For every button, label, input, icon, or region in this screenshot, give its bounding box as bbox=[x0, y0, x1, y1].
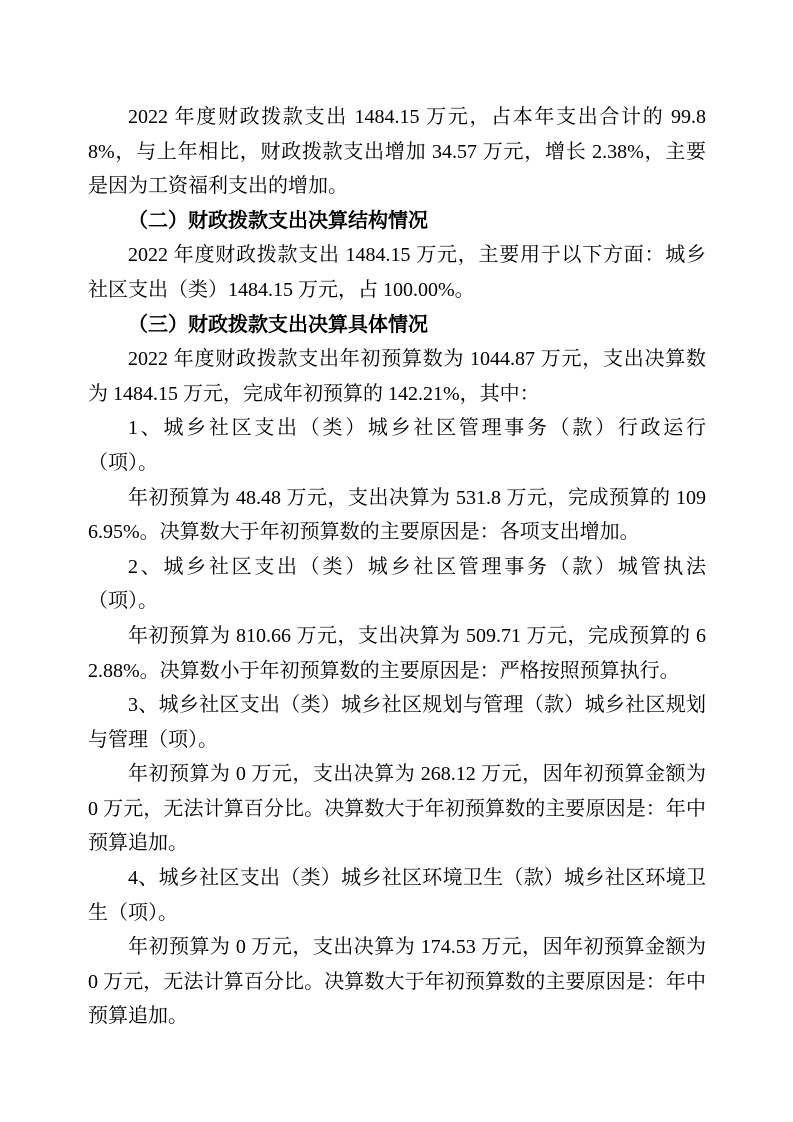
section-heading-expenditure-details: （三）财政拨款支出决算具体情况 bbox=[128, 313, 428, 336]
paragraph-item-2-title: 2、城乡社区支出（类）城乡社区管理事务（款）城管执法（项）。 bbox=[88, 555, 706, 613]
paragraph-item-4-title: 4、城乡社区支出（类）城乡社区环境卫生（款）城乡社区环境卫生（项）。 bbox=[88, 867, 706, 924]
section-heading-expenditure-structure: （二）财政拨款支出决算结构情况 bbox=[128, 209, 428, 232]
paragraph-item-2-detail: 年初预算为 810.66 万元，支出决算为 509.71 万元，完成预算的 62.88%。决算数小于年初预算数的主要原因是：严格按照预算执行。 bbox=[88, 624, 706, 682]
paragraph-expenditure-structure: 2022 年度财政拨款支出 1484.15 万元，主要用于以下方面：城乡社区支出（类）1484.15 万元，占 100.00%。 bbox=[88, 244, 706, 301]
paragraph-item-3-title: 3、城乡社区支出（类）城乡社区规划与管理（款）城乡社区规划与管理（项）。 bbox=[88, 694, 706, 751]
paragraph-item-3-detail: 年初预算为 0 万元，支出决算为 268.12 万元，因年初预算金额为 0 万元，无法计算百分比。决算数大于年初预算数的主要原因是：年中预算追加。 bbox=[88, 763, 706, 855]
paragraph-budget-vs-final: 2022 年度财政拨款支出年初预算数为 1044.87 万元，支出决算数为 1484.15 万元，完成年初预算的 142.21%，其中： bbox=[88, 348, 706, 405]
paragraph-expenditure-overview: 2022 年度财政拨款支出 1484.15 万元，占本年支出合计的 99.88%，与上年相比，财政拨款支出增加 34.57 万元，增长 2.38%，主要是因为工资福利支出的增加。 bbox=[88, 106, 706, 198]
document-body bbox=[88, 100, 706, 1034]
paragraph-item-4-detail: 年初预算为 0 万元，支出决算为 174.53 万元，因年初预算金额为 0 万元，无法计算百分比。决算数大于年初预算数的主要原因是：年中预算追加。 bbox=[88, 936, 706, 1028]
paragraph-item-1-detail: 年初预算为 48.48 万元，支出决算为 531.8 万元，完成预算的 1096.95%。决算数大于年初预算数的主要原因是：各项支出增加。 bbox=[88, 486, 706, 544]
paragraph-item-1-title: 1、城乡社区支出（类）城乡社区管理事务（款）行政运行（项）。 bbox=[88, 417, 706, 474]
